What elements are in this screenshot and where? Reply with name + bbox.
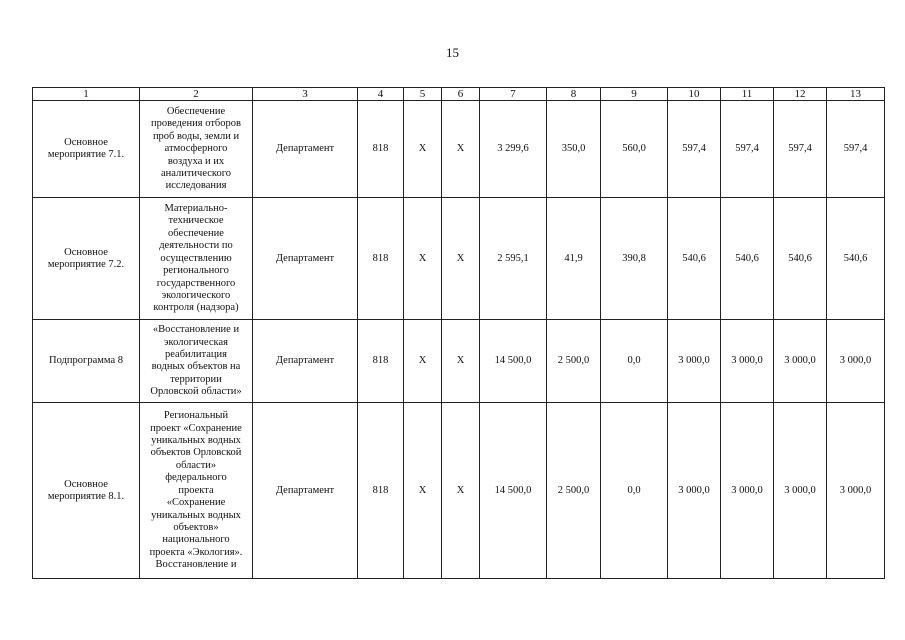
row-name: Основное мероприятие 7.2. [33, 198, 140, 320]
cell-value: 597,4 [774, 101, 827, 198]
budget-table [32, 87, 885, 579]
cell-value: 3 000,0 [774, 403, 827, 579]
cell-value: 3 000,0 [721, 403, 774, 579]
description-line: уникальных водных [151, 509, 241, 521]
cell-value: 2 500,0 [547, 403, 601, 579]
cell-value: 3 000,0 [774, 320, 827, 403]
column-header: 4 [358, 88, 404, 101]
description-line: Орловской области» [150, 386, 242, 398]
cell-value: Х [442, 320, 480, 403]
description-line: «Восстановление и [152, 324, 240, 336]
column-header: 8 [547, 88, 601, 101]
page-number: 15 [446, 45, 459, 60]
cell-value: 540,6 [721, 198, 774, 320]
description-line: проекта [178, 484, 214, 496]
cell-value: 3 000,0 [827, 403, 885, 579]
cell-value: Х [442, 101, 480, 198]
cell-value: 818 [358, 198, 404, 320]
cell-value: 41,9 [547, 198, 601, 320]
description-line: Материально- [164, 203, 228, 215]
description-line: деятельности по [159, 240, 233, 252]
description-line: проб воды, земли и [152, 130, 240, 142]
cell-value: Х [404, 403, 442, 579]
description-line: проект «Сохранение [150, 422, 242, 434]
cell-value: 0,0 [601, 403, 668, 579]
column-header: 11 [721, 88, 774, 101]
description-line: обеспечение [168, 227, 224, 239]
column-header: 3 [253, 88, 358, 101]
table-row [33, 320, 885, 403]
table-row [33, 403, 885, 579]
description-line: атмосферного [164, 143, 228, 155]
column-header: 7 [480, 88, 547, 101]
cell-value: 560,0 [601, 101, 668, 198]
column-header: 5 [404, 88, 442, 101]
row-executor: Департамент [253, 403, 358, 579]
column-header: 2 [140, 88, 253, 101]
row-description [140, 403, 253, 579]
cell-value: 3 000,0 [668, 320, 721, 403]
description-line: техническое [168, 215, 224, 227]
cell-value: 818 [358, 101, 404, 198]
cell-value: 818 [358, 320, 404, 403]
cell-value: 597,4 [721, 101, 774, 198]
description-line: исследования [165, 180, 227, 192]
description-line: территории [170, 373, 222, 385]
description-line: объектов Орловской [150, 447, 242, 459]
column-number-header-row [33, 88, 885, 101]
description-line: объектов» [173, 521, 219, 533]
cell-value: 3 000,0 [827, 320, 885, 403]
cell-value: Х [404, 198, 442, 320]
row-description [140, 320, 253, 403]
description-line: осуществлению [160, 252, 232, 264]
description-line: реабилитация [165, 349, 227, 360]
description-line: национального [162, 534, 230, 546]
description-line: экологическая [164, 336, 228, 348]
cell-value: 597,4 [827, 101, 885, 198]
cell-value: 818 [358, 403, 404, 579]
cell-value: Х [404, 101, 442, 198]
row-name: Основное мероприятие 7.1. [33, 101, 140, 198]
column-header: 13 [827, 88, 885, 101]
description-line: области» [175, 459, 217, 471]
cell-value: 350,0 [547, 101, 601, 198]
column-header: 9 [601, 88, 668, 101]
row-executor: Департамент [253, 198, 358, 320]
cell-value: 2 595,1 [480, 198, 547, 320]
description-line: регионального [163, 265, 229, 277]
column-header: 1 [33, 88, 140, 101]
cell-value: 0,0 [601, 320, 668, 403]
row-executor: Департамент [253, 320, 358, 403]
row-description [140, 198, 253, 320]
cell-value: Х [442, 403, 480, 579]
cell-value: 2 500,0 [547, 320, 601, 403]
description-line: Обеспечение [166, 105, 226, 117]
cell-value: Х [442, 198, 480, 320]
row-name: Основное мероприятие 8.1. [33, 403, 140, 579]
cell-value: 540,6 [668, 198, 721, 320]
description-line: воздуха и их [167, 155, 225, 167]
description-line: водных объектов на [151, 361, 241, 373]
description-line: федерального [165, 472, 227, 484]
cell-value: 390,8 [601, 198, 668, 320]
cell-value: 3 299,6 [480, 101, 547, 198]
row-description [140, 101, 253, 198]
cell-value: 3 000,0 [721, 320, 774, 403]
cell-value: 14 500,0 [480, 320, 547, 403]
row-executor: Департамент [253, 101, 358, 198]
cell-value: 597,4 [668, 101, 721, 198]
row-name: Подпрограмма 8 [33, 320, 140, 403]
description-line: Региональный [163, 410, 229, 422]
table-row [33, 101, 885, 198]
description-line: уникальных водных [151, 435, 241, 447]
description-line: «Сохранение [166, 497, 226, 509]
column-header: 10 [668, 88, 721, 101]
description-line: проведения отборов [151, 118, 241, 130]
table-row [33, 198, 885, 320]
cell-value: 540,6 [827, 198, 885, 320]
cell-value: 3 000,0 [668, 403, 721, 579]
cell-value: Х [404, 320, 442, 403]
column-header: 12 [774, 88, 827, 101]
description-line: контроля (надзора) [153, 302, 239, 314]
description-line: экологического [161, 289, 231, 301]
cell-value: 540,6 [774, 198, 827, 320]
column-header: 6 [442, 88, 480, 101]
description-line: аналитического [160, 168, 232, 180]
cell-value: 14 500,0 [480, 403, 547, 579]
description-line: государственного [156, 277, 236, 289]
description-line: проекта «Экология». [149, 546, 243, 558]
description-line: Восстановление и [155, 559, 237, 571]
